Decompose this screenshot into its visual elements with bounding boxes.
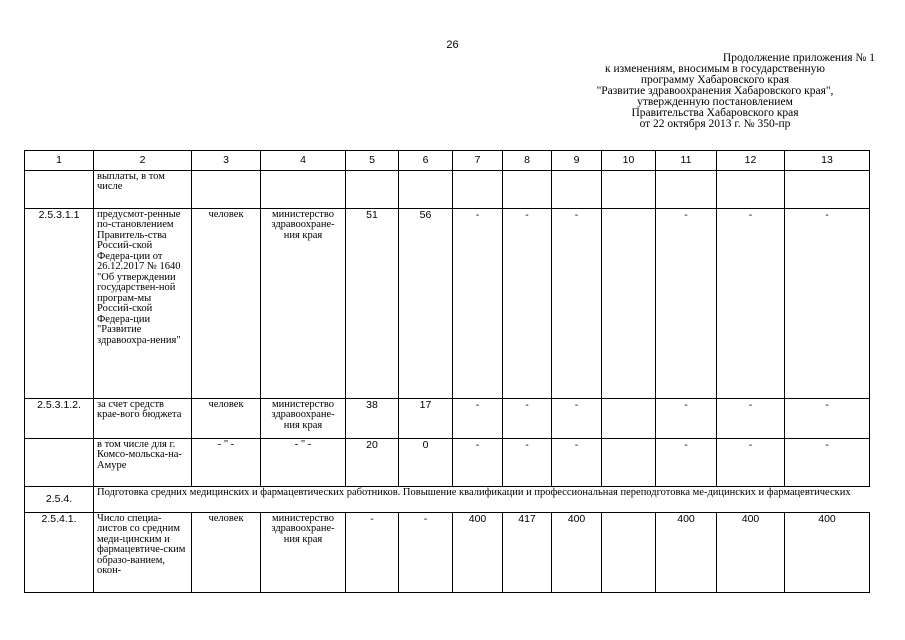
column-header: 12: [717, 151, 785, 171]
column-number-row: [25, 151, 870, 171]
row-unit: [192, 170, 261, 208]
header-line: "Развитие здравоохранения Хабаровского края",: [596, 85, 834, 97]
column-header: 7: [453, 151, 503, 171]
row-executor: [261, 170, 346, 208]
column-header: 11: [656, 151, 717, 171]
row-value: -: [453, 398, 503, 438]
section-row: [25, 486, 870, 512]
row-value: -: [717, 398, 785, 438]
header-line: Продолжение приложения № 1: [722, 52, 875, 64]
row-value: -: [552, 438, 602, 486]
row-value: -: [399, 512, 453, 592]
row-value: 51: [346, 208, 399, 398]
row-code: [25, 170, 94, 208]
row-name: за счет средств крае-вого бюджета: [94, 398, 192, 438]
row-value: [602, 512, 656, 592]
header-line: программу Хабаровского края: [640, 74, 790, 86]
row-value: [602, 398, 656, 438]
row-value: -: [552, 398, 602, 438]
row-value: [602, 170, 656, 208]
column-header: 2: [94, 151, 192, 171]
appendix-header: [555, 53, 875, 130]
row-name: в том числе для г. Комсо-мольска-на-Амуре: [94, 438, 192, 486]
row-value: 400: [785, 512, 870, 592]
row-executor: министерство здравоохране-ния края: [261, 398, 346, 438]
row-value: -: [785, 398, 870, 438]
row-value: -: [656, 438, 717, 486]
row-value: -: [656, 208, 717, 398]
row-value: [602, 438, 656, 486]
row-value: 20: [346, 438, 399, 486]
row-value: -: [785, 208, 870, 398]
column-header: 10: [602, 151, 656, 171]
row-code: 2.5.3.1.2.: [25, 398, 94, 438]
column-header: 5: [346, 151, 399, 171]
row-value: [453, 170, 503, 208]
row-value: 56: [399, 208, 453, 398]
program-table: [24, 150, 870, 593]
row-executor: министерство здравоохране-ния края: [261, 512, 346, 592]
row-value: -: [717, 438, 785, 486]
row-value: -: [453, 208, 503, 398]
row-value: -: [552, 208, 602, 398]
row-code: 2.5.4.1.: [25, 512, 94, 592]
row-value: 400: [656, 512, 717, 592]
table-row: [25, 438, 870, 486]
row-value: [656, 170, 717, 208]
row-value: -: [503, 398, 552, 438]
row-unit: человек: [192, 398, 261, 438]
row-value: 400: [552, 512, 602, 592]
column-header: 3: [192, 151, 261, 171]
row-value: [346, 170, 399, 208]
header-line: Правительства Хабаровского края: [631, 107, 799, 119]
row-value: [503, 170, 552, 208]
table-row: [25, 208, 870, 398]
row-value: [785, 170, 870, 208]
column-header: 6: [399, 151, 453, 171]
column-header: 13: [785, 151, 870, 171]
table-row: [25, 398, 870, 438]
row-value: -: [503, 438, 552, 486]
row-value: 400: [717, 512, 785, 592]
row-code: [25, 438, 94, 486]
row-value: -: [453, 438, 503, 486]
row-value: -: [656, 398, 717, 438]
row-name: выплаты, в том числе: [94, 170, 192, 208]
row-executor: - " -: [261, 438, 346, 486]
row-value: 38: [346, 398, 399, 438]
column-header: 4: [261, 151, 346, 171]
row-executor: министерство здравоохране-ния края: [261, 208, 346, 398]
row-value: 400: [453, 512, 503, 592]
row-unit: - " -: [192, 438, 261, 486]
row-value: -: [346, 512, 399, 592]
header-line: от 22 октября 2013 г. № 350-пр: [639, 118, 791, 130]
section-code: 2.5.4.: [25, 486, 94, 512]
row-value: [602, 208, 656, 398]
row-value: 0: [399, 438, 453, 486]
row-value: -: [503, 208, 552, 398]
row-value: -: [785, 438, 870, 486]
table-row: [25, 170, 870, 208]
row-value: [717, 170, 785, 208]
row-unit: человек: [192, 208, 261, 398]
section-title: Подготовка средних медицинских и фармацевтических работников. Повышение квалификации и профессиональная переподготовка ме-дицинских и фармацевтических: [94, 486, 870, 512]
row-unit: человек: [192, 512, 261, 592]
row-code: 2.5.3.1.1: [25, 208, 94, 398]
row-name: Число специа-листов со средним меди-цинским и фармацевтиче-ским образо-ванием, окон-: [94, 512, 192, 592]
table-row: [25, 512, 870, 592]
row-value: 417: [503, 512, 552, 592]
column-header: 1: [25, 151, 94, 171]
row-value: [399, 170, 453, 208]
column-header: 8: [503, 151, 552, 171]
header-line: утвержденную постановлением: [637, 96, 793, 108]
row-value: [552, 170, 602, 208]
row-value: 17: [399, 398, 453, 438]
header-line: к изменениям, вносимым в государственную: [605, 63, 825, 75]
row-name: предусмот-ренные по-становлением Правитель-ства Россий-ской Федера-ции от 26.12.2017 № 1640 "Об утверждении государствен-ной програм-мы Россий-ской Федера-ции "Развитие здравоохра-нения": [94, 208, 192, 398]
row-value: -: [717, 208, 785, 398]
column-header: 9: [552, 151, 602, 171]
page-number: 26: [446, 39, 459, 51]
